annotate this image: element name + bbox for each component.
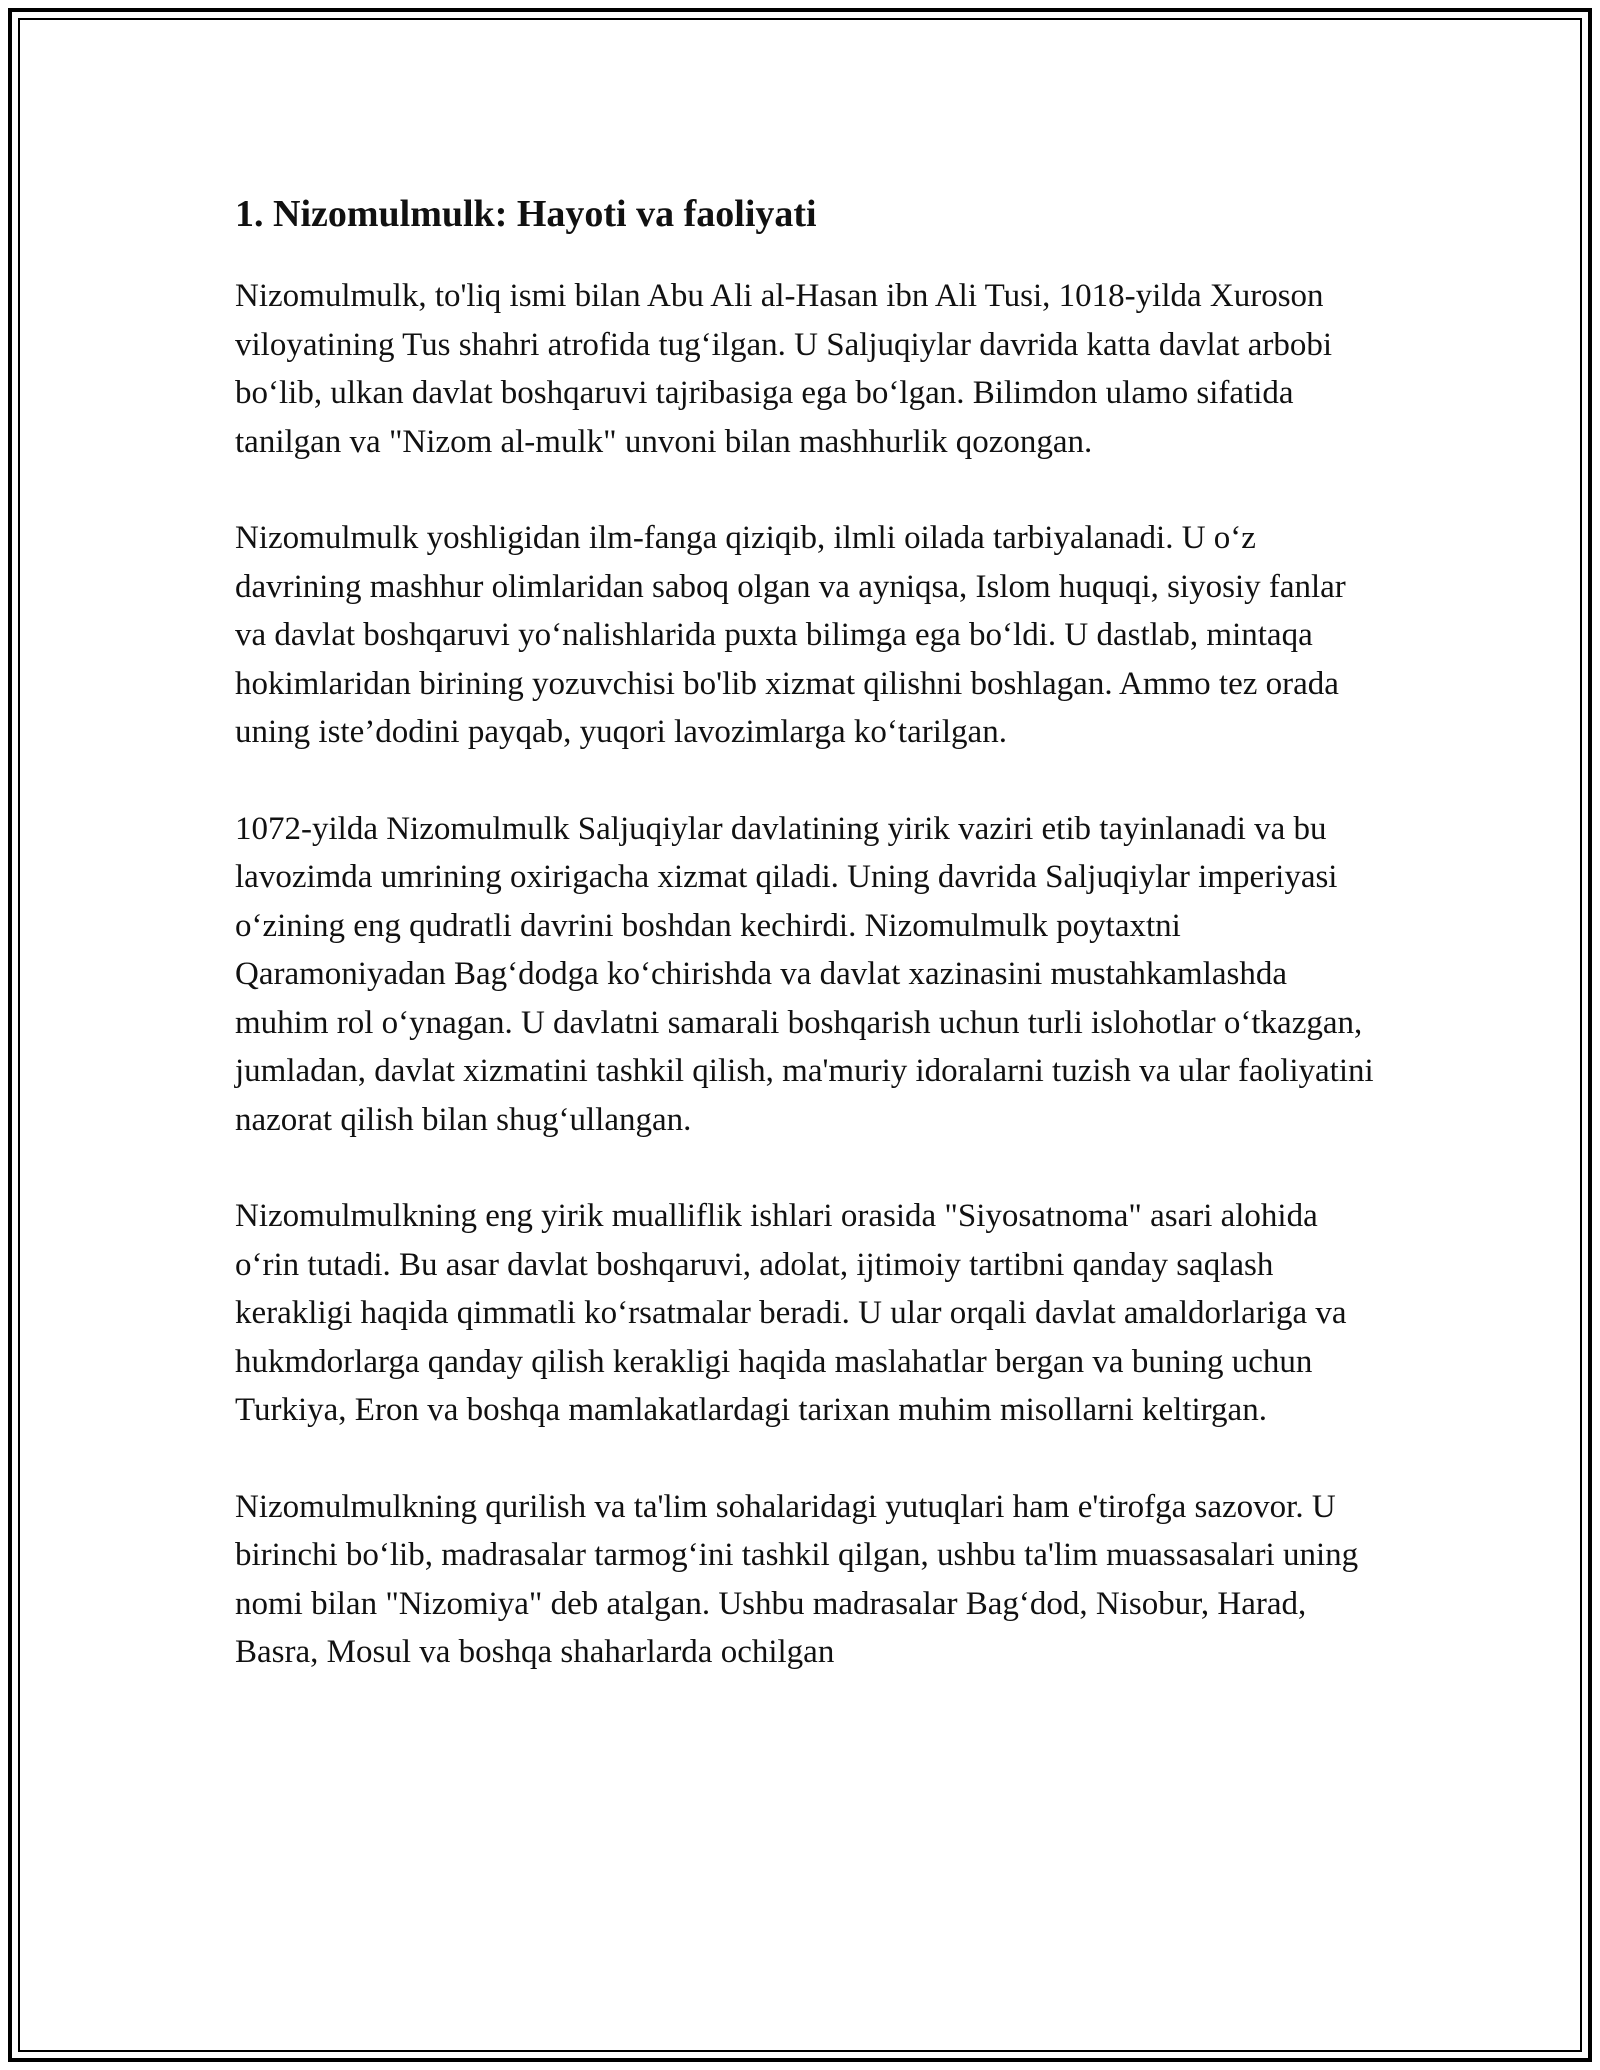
paragraph-2: Nizomulmulk yoshligidan ilm-fanga qiziqib, ilmli oilada tarbiyalanadi. U o‘z davrining mashhur olimlaridan saboq olgan va ayniqsa, Islom huquqi, siyosiy fanlar va davlat boshqaruvi yo‘nalishlarida puxta bilimga ega bo‘ldi. U dastlab, mintaqa hokimlaridan birining yozuvchisi bo'lib xizmat qilishni boshlagan. Ammo tez orada uning iste’dodini payqab, yuqori lavozimlarga ko‘tarilgan. [235, 520, 1346, 750]
paragraph-1: Nizomulmulk, to'liq ismi bilan Abu Ali al-Hasan ibn Ali Tusi, 1018-yilda Xuroson viloyatining Tus shahri atrofida tug‘ilgan. U Saljuqiylar davrida katta davlat arbobi bo‘lib, ulkan davlat boshqaruvi tajribasiga ega bo‘lgan. Bilimdon ulamo sifatida tanilgan va "Nizom al-mulk" unvoni bilan mashhurlik qozongan. [235, 278, 1333, 460]
paragraph-4: Nizomulmulkning eng yirik mualliflik ishlari orasida "Siyosatnoma" asari alohida o‘rin tutadi. Bu asar davlat boshqaruvi, adolat, ijtimoiy tartibni qanday saqlash kerakligi haqida qimmatli ko‘rsatmalar beradi. U ular orqali davlat amaldorlariga va hukmdorlarga qanday qilish kerakligi haqida maslahatlar bergan va buning uchun Turkiya, Eron va boshqa mamlakatlardagi tarixan muhim misollarni keltirgan. [235, 1198, 1347, 1428]
paragraph-3: 1072-yilda Nizomulmulk Saljuqiylar davlatining yirik vaziri etib tayinlanadi va bu lavozimda umrining oxirigacha xizmat qiladi. Uning davrida Saljuqiylar imperiyasi o‘zining eng qudratli davrini boshdan kechirdi. Nizomulmulk poytaxtni Qaramoniyadan Bag‘dodga ko‘chirishda va davlat xazinasini mustahkamlashda muhim rol o‘ynagan. U davlatni samarali boshqarish uchun turli islohotlar o‘tkazgan, jumladan, davlat xizmatini tashkil qilish, ma'muriy idoralarni tuzish va ular faoliyatini nazorat qilish bilan shug‘ullangan. [235, 810, 1374, 1138]
document-body [235, 186, 1375, 1725]
paragraph-5: Nizomulmulkning qurilish va ta'lim sohalaridagi yutuqlari ham e'tirofga sazovor. U birinchi bo‘lib, madrasalar tarmog‘ini tashkil qilgan, ushbu ta'lim muassasalari uning nomi bilan "Nizomiya" deb atalgan. Ushbu madrasalar Bag‘dod, Nisobur, Harad, Basra, Mosul va boshqa shaharlarda ochilgan [235, 1488, 1359, 1670]
section-heading: 1. Nizomulmulk: Hayoti va faoliyati [235, 193, 817, 235]
